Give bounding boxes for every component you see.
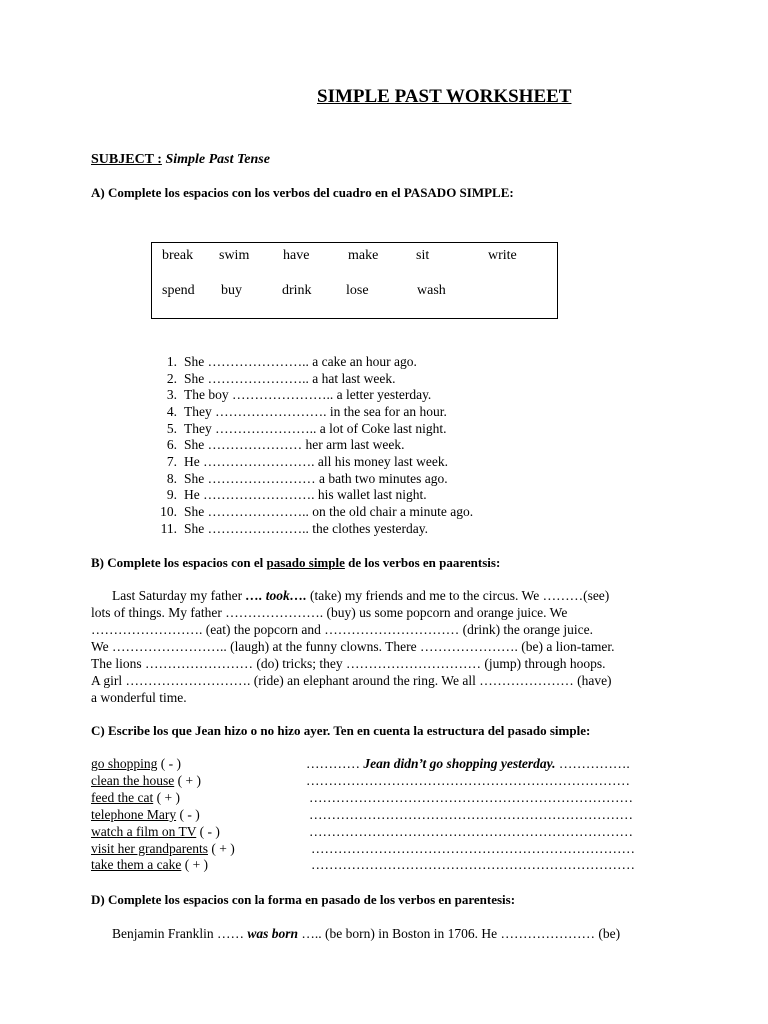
paragraph-line: ……………………. (eat) the popcorn and ………………………… (drink) the orange juice. xyxy=(91,622,594,637)
activity-label: watch a film on TV ( - ) xyxy=(91,824,220,839)
activity-label: clean the house ( + ) xyxy=(91,773,201,788)
answer-line: ……………………………………………………………… xyxy=(309,807,633,822)
verb-box xyxy=(151,242,558,319)
list-item: 2. She ………………….. a hat last week. xyxy=(166,371,396,386)
activity-label: take them a cake ( + ) xyxy=(91,857,209,872)
verb-word: break xyxy=(162,248,194,263)
answer-line: ………… Jean didn’t go shopping yesterday. ……………. xyxy=(306,756,630,771)
answer-line: ……………………………………………………………… xyxy=(309,790,633,805)
verb-word: have xyxy=(283,248,310,263)
list-item: 11. She ………………….. the clothes yesterday. xyxy=(160,521,428,536)
list-item: 6. She ………………… her arm last week. xyxy=(166,437,405,452)
list-item: 4. They ……………………. in the sea for an hour. xyxy=(166,404,447,419)
verb-word: spend xyxy=(162,283,195,298)
paragraph-line: We …………………….. (laugh) at the funny clowns. There …………………. (be) a lion-tamer. xyxy=(91,639,615,654)
paragraph-line: Last Saturday my father …. took…. (take) my friends and me to the circus. We ………(see) xyxy=(112,588,610,603)
section-c-heading: C) Escribe los que Jean hizo o no hizo ayer. Ten en cuenta la estructura del pasado simple: xyxy=(91,723,591,738)
activity-label: go shopping ( - ) xyxy=(91,756,182,771)
subject-line xyxy=(91,152,270,168)
answer-line: ……………………………………………………………… xyxy=(306,773,630,788)
paragraph-line: Benjamin Franklin …… was born ….. (be born) in Boston in 1706. He ………………… (be) xyxy=(112,926,621,941)
answer-line: ……………………………………………………………… xyxy=(311,857,635,872)
verb-word: lose xyxy=(346,283,369,298)
answer-line: ……………………………………………………………… xyxy=(311,841,635,856)
verb-word: make xyxy=(348,248,379,263)
verb-word: drink xyxy=(282,283,312,298)
paragraph-line: a wonderful time. xyxy=(91,690,187,705)
verb-word: wash xyxy=(417,283,446,298)
subject-label: SUBJECT : xyxy=(91,152,162,167)
paragraph-line: lots of things. My father …………………. (buy) us some popcorn and orange juice. We xyxy=(91,605,568,620)
answer-line: ……………………………………………………………… xyxy=(309,824,633,839)
list-item: 9. He ……………………. his wallet last night. xyxy=(166,487,427,502)
list-item: 7. He ……………………. all his money last week. xyxy=(166,454,448,469)
list-item: 5. They ………………….. a lot of Coke last night. xyxy=(166,421,447,436)
verb-word: write xyxy=(488,248,517,263)
list-item: 8. She …………………… a bath two minutes ago. xyxy=(166,471,448,486)
activity-label: visit her grandparents ( + ) xyxy=(91,841,235,856)
paragraph-line: The lions …………………… (do) tricks; they ………………………… (jump) through hoops. xyxy=(91,656,606,671)
paragraph-line: A girl ………………………. (ride) an elephant around the ring. We all ………………… (have) xyxy=(91,673,612,688)
section-b-heading: B) Complete los espacios con el pasado simple de los verbos en paarentsis: xyxy=(91,555,501,570)
subject-value: Simple Past Tense xyxy=(165,152,270,167)
activity-label: telephone Mary ( - ) xyxy=(91,807,200,822)
verb-word: swim xyxy=(219,248,250,263)
section-a-heading: A) Complete los espacios con los verbos del cuadro en el PASADO SIMPLE: xyxy=(91,185,514,200)
verb-word: buy xyxy=(221,283,242,298)
list-item: 1. She ………………….. a cake an hour ago. xyxy=(166,354,417,369)
list-item: 3. The boy ………………….. a letter yesterday. xyxy=(166,387,432,402)
verb-word: sit xyxy=(416,248,430,263)
page-title: SIMPLE PAST WORKSHEET xyxy=(317,86,572,107)
activity-label: feed the cat ( + ) xyxy=(91,790,180,805)
list-item: 10. She ………………….. on the old chair a minute ago. xyxy=(160,504,474,519)
section-d-heading: D) Complete los espacios con la forma en pasado de los verbos en parentesis: xyxy=(91,892,516,907)
